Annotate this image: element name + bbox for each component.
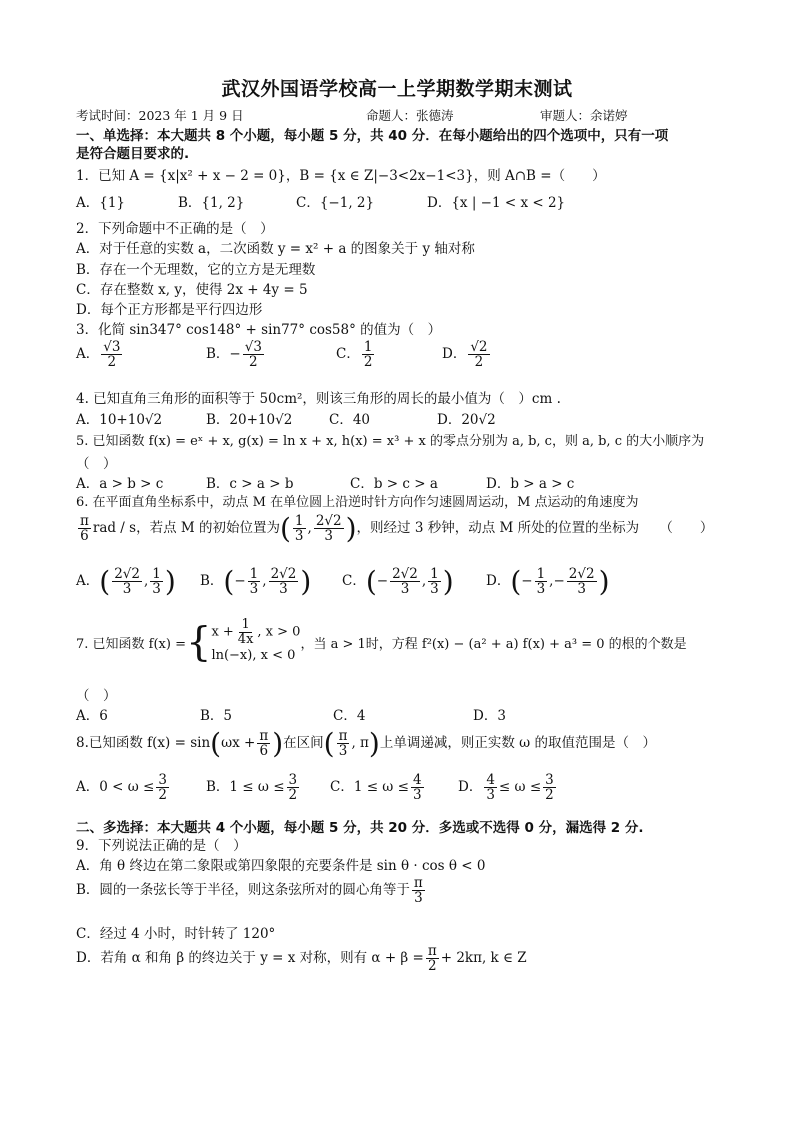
q7-paren: （ ） (76, 688, 117, 704)
page-title: 武汉外国语学校高一上学期数学期末测试 (221, 78, 573, 100)
section1-heading: 一、单选择：本大题共 8 个小题，每小题 5 分，共 40 分．在每小题给出的四个选项中，只有一项 (76, 128, 669, 144)
q6-option-c: C．(− $\frac{2√2}{3}$ , $\frac{1}{3}$ ) (342, 565, 454, 598)
q6-option-a: A．( $\frac{2√2}{3}$ , $\frac{1}{3}$ ) (76, 565, 176, 598)
q8-option-a: A．0 < ω ≤ $\frac{3}{2}$ (76, 772, 167, 804)
q1-text: 1．已知 A = {x|x² + x − 2 = 0}，B = {x ∈ Z|−3<2x−1<3}，则 A∩B =（ ） (76, 168, 606, 184)
q6-line1: 6. 在平面直角坐标系中，动点 M 在单位圆上沿逆时针方向作匀速圆周运动，M 点运动的角速度为 (76, 495, 639, 510)
q4-option-d: D．20√2 (437, 412, 496, 428)
q9-option-d: D．若角 α 和角 β 的终边关于 y = x 对称，则有 α + β = $\frac{\pi}{2}$ + 2kπ, k ∈ Z (76, 943, 527, 975)
q6-option-d: D．(− $\frac{1}{3}$ ,− $\frac{2√2}{3}$ ) (486, 565, 610, 598)
q7-text: 7. 已知函数 f(x) ={ x + $\frac{1}{4x}$ , x > 0 ln(−x), x < 0 ，当 a > 1时，方程 f²(x) − (a² + a) f(x) + a³ = 0 的根的个数是 (76, 617, 687, 666)
exam-time: 考试时间：2023 年 1 月 9 日 (76, 108, 244, 123)
q4-text: 4. 已知直角三角形的面积等于 50cm²，则该三角形的周长的最小值为（ ）cm . (76, 391, 561, 407)
q4-option-c: C．40 (329, 412, 371, 428)
q5-option-c: C．b > c > a (350, 476, 438, 492)
section2-heading: 二、多选择：本大题共 4 个小题，每小题 5 分，共 20 分．多选或不选得 0 分，漏选得 2 分. (76, 820, 644, 836)
q9-text: 9．下列说法正确的是（ ） (76, 838, 247, 854)
q5-text: 5. 已知函数 f(x) = eˣ + x, g(x) = ln x + x, h(x) = x³ + x 的零点分别为 a, b, c，则 a, b, c 的大小顺序为 (76, 434, 705, 449)
q1-option-b: B．{1, 2} (178, 195, 245, 211)
q3-text: 3．化简 sin347° cos148° + sin77° cos58° 的值为（ ） (76, 322, 442, 338)
q5-option-d: D．b > a > c (486, 476, 575, 492)
q9-option-a: A．角 θ 终边在第二象限或第四象限的充要条件是 sin θ · cos θ < 0 (76, 858, 486, 874)
q7-option-a: A．6 (76, 708, 108, 724)
q2-option-b: B．存在一个无理数，它的立方是无理数 (76, 262, 316, 278)
q3-option-c: C． $\frac{1}{2}$ (336, 339, 373, 371)
q3-option-a: A． $\frac{√3}{2}$ (76, 339, 121, 371)
q1-option-a: A．{1} (76, 195, 126, 211)
q5-option-b: B．c > a > b (206, 476, 294, 492)
q9-option-b: B．圆的一条弦长等于半径，则这条弦所对的圆心角等于 $\frac{\pi}{3}$ (76, 875, 423, 907)
section1-heading-cont: 是符合题目要求的. (76, 146, 190, 162)
q5-paren: （ ） (76, 456, 117, 472)
q8-option-b: B．1 ≤ ω ≤ $\frac{3}{2}$ (206, 772, 298, 804)
q8-text: 8.已知函数 f(x) = sin(ωx + $\frac{\pi}{6}$ )在区间( $\frac{\pi}{3}$ , π)上单调递减，则正实数 ω 的取值范围是（ ） (76, 727, 656, 760)
q2-text: 2．下列命题中不正确的是（ ） (76, 221, 274, 237)
q3-option-b: B．− $\frac{√3}{2}$ (206, 339, 262, 371)
author: 命题人：张德涛 (366, 108, 454, 123)
q8-option-d: D． $\frac{4}{3}$ ≤ ω ≤ $\frac{3}{2}$ (458, 772, 554, 804)
q6-option-b: B．(− $\frac{1}{3}$ , $\frac{2√2}{3}$ ) (200, 565, 312, 598)
reviewer: 审题人：余诺婷 (540, 108, 628, 123)
q1-option-d: D．{x | −1 < x < 2} (427, 195, 566, 211)
q8-option-c: C．1 ≤ ω ≤ $\frac{4}{3}$ (330, 772, 422, 804)
q3-option-d: D． $\frac{√2}{2}$ (442, 339, 488, 371)
q7-option-d: D．3 (473, 708, 506, 724)
q1-option-c: C．{−1, 2} (296, 195, 375, 211)
q6-line2: $\frac{\pi}{6}$ rad / s，若点 M 的初始位置为( $\frac{1}{3}$ , $\frac{2√2}{3}$ )，则经过 3 秒钟，动点 M 所处的位置的坐标为 （ ） (80, 512, 714, 545)
q9-option-c: C．经过 4 小时，时针转了 120° (76, 926, 276, 942)
q5-option-a: A．a > b > c (76, 476, 164, 492)
q2-option-c: C．存在整数 x, y，使得 2x + 4y = 5 (76, 282, 308, 298)
q4-option-a: A．10+10√2 (76, 412, 163, 428)
q4-option-b: B．20+10√2 (206, 412, 293, 428)
q7-option-c: C．4 (333, 708, 366, 724)
q2-option-a: A．对于任意的实数 a，二次函数 y = x² + a 的图象关于 y 轴对称 (76, 241, 475, 257)
q7-option-b: B．5 (200, 708, 233, 724)
q2-option-d: D．每个正方形都是平行四边形 (76, 302, 263, 318)
